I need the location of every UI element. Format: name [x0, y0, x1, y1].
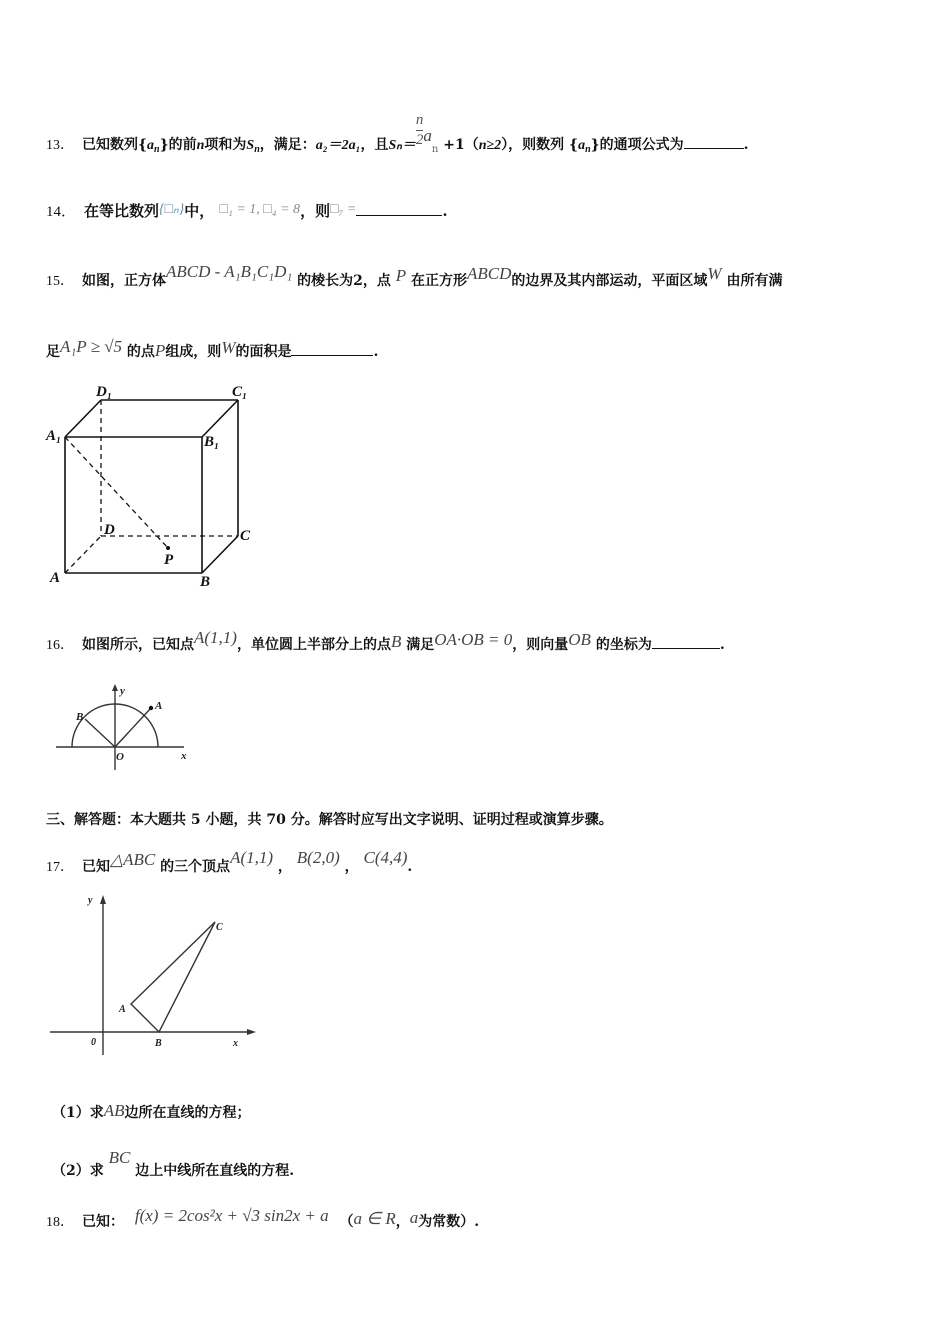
text: 的边界及其内部运动，平面区域: [511, 273, 708, 289]
text: 足: [46, 344, 60, 360]
text: 中，: [184, 202, 215, 220]
math-var: n: [196, 138, 205, 153]
text: （1）求: [52, 1105, 104, 1121]
math-condition: A₁P ≥ √5: [60, 337, 123, 356]
edge-a1-d1: [65, 400, 101, 437]
text: 的坐标为: [595, 637, 652, 653]
text: .: [719, 637, 725, 653]
question-18: [46, 1206, 479, 1231]
text: ，: [344, 859, 359, 875]
text: 已知数列{: [82, 137, 148, 153]
question-number: 14．: [46, 204, 77, 220]
label-b: B: [200, 574, 211, 590]
hidden-edge-a-d: [65, 536, 101, 573]
question-17-part-1: [52, 1101, 251, 1122]
label-d1: D₁: [96, 384, 113, 400]
math-var: P: [395, 266, 407, 285]
math-expr: □₇ =: [330, 202, 357, 217]
text: ，则向量: [512, 637, 569, 653]
label-y: y: [120, 685, 125, 697]
text: .: [407, 859, 413, 875]
fraction-numerator: n: [415, 111, 424, 128]
text: .: [373, 344, 379, 360]
text: 已知：: [82, 1214, 124, 1230]
text: }的前: [159, 137, 197, 153]
math-point: C(4,4): [363, 848, 408, 867]
question-number: 16．: [46, 638, 74, 653]
math-var: a: [409, 1208, 419, 1227]
math-condition: OA·OB = 0: [434, 630, 513, 649]
label-0: 0: [91, 1037, 96, 1048]
math-sub: n: [254, 144, 260, 155]
math-point: A(1,1): [194, 628, 237, 647]
text: .: [743, 137, 749, 153]
y-arrow: [112, 684, 118, 691]
text: ，: [277, 859, 292, 875]
text: ，则: [300, 202, 331, 220]
answer-blank[interactable]: [291, 355, 373, 356]
segment-ob: [85, 719, 115, 747]
label-c: C: [240, 528, 251, 544]
math-var: W: [221, 338, 236, 357]
label-x: x: [233, 1038, 238, 1049]
edge-b1-c1: [202, 400, 238, 437]
question-number: 18．: [46, 1215, 74, 1230]
label-b: B: [76, 711, 84, 723]
text: 已知: [82, 859, 110, 875]
math-condition: □₁ = 1, □₄ = 8: [219, 202, 301, 217]
text: 组成，则: [165, 344, 222, 360]
text: （2）求: [52, 1163, 104, 1179]
text: .: [442, 202, 448, 220]
math-condition: a ∈ R: [353, 1209, 396, 1228]
math-point: A(1,1): [230, 848, 274, 867]
text: 在等比数列: [84, 202, 160, 220]
math-var: a: [423, 126, 432, 145]
math-var: B: [390, 632, 402, 651]
math-function: f(x) = 2cos²x + √3 sin2x + a: [134, 1206, 329, 1225]
label-o: O: [116, 751, 124, 763]
math-expr: △ABC: [110, 850, 156, 869]
label-x: x: [181, 750, 187, 762]
text: ，且: [360, 137, 389, 153]
question-14: [46, 200, 448, 221]
point-a: [149, 706, 153, 710]
label-a1: A₁: [46, 428, 62, 444]
question-number: 15．: [46, 274, 74, 289]
math-vector: OB: [568, 630, 591, 649]
cube-figure: [40, 378, 270, 590]
text: ），则数列 {: [501, 137, 579, 153]
question-number: 17．: [46, 860, 74, 875]
y-arrow: [100, 895, 106, 904]
text: 满足: [406, 637, 435, 653]
triangle-abc: [131, 922, 215, 1032]
text: 如图，正方体: [82, 273, 166, 289]
text: +1（: [443, 137, 479, 153]
math-var: P: [154, 341, 166, 360]
math-expr: BC: [108, 1148, 131, 1167]
math-sub: n: [154, 144, 160, 155]
text: }的通项公式为: [590, 137, 684, 153]
text: （: [339, 1214, 354, 1230]
text: 的三个顶点: [160, 859, 231, 875]
question-15: [46, 262, 782, 290]
answer-blank[interactable]: [356, 215, 442, 216]
text: 项和为: [204, 137, 247, 153]
math-var: S: [246, 138, 255, 153]
math-expr: ABCD - A₁B₁C₁D₁: [166, 262, 293, 281]
text: 的点: [126, 344, 155, 360]
label-a: A: [50, 570, 61, 586]
label-d: D: [104, 522, 115, 538]
fraction-denominator: 2: [415, 131, 424, 148]
point-p: [166, 546, 170, 550]
math-point: B(2,0): [296, 848, 340, 867]
segment-oa: [115, 708, 151, 747]
triangle-figure: [44, 890, 264, 1060]
text: 为常数）.: [418, 1214, 480, 1230]
answer-blank[interactable]: [684, 148, 744, 149]
math-var: a: [147, 138, 155, 153]
math-var: a: [578, 138, 586, 153]
label-y: y: [88, 895, 93, 906]
text: 的面积是: [235, 344, 292, 360]
math-var: W: [707, 264, 722, 283]
label-p: P: [164, 552, 174, 568]
text: 边所在直线的方程；: [124, 1105, 251, 1121]
label-c1: C₁: [232, 384, 248, 400]
section-heading: 三、解答题：本大题共 5 小题，共 70 分。解答时应写出文字说明、证明过程或演算步骤。: [46, 812, 613, 828]
math-expr: {□ₙ}: [159, 202, 185, 217]
label-a: A: [155, 700, 163, 712]
text: 在正方形: [411, 273, 468, 289]
label-b: B: [155, 1038, 162, 1049]
label-b1: B₁: [204, 434, 220, 450]
text: 的棱长为2，点: [297, 273, 391, 289]
question-16: [46, 628, 725, 654]
edge-b-c: [202, 536, 238, 573]
math-condition: a₂＝2a₁: [315, 138, 361, 153]
answer-blank[interactable]: [652, 648, 720, 649]
label-c: C: [216, 922, 223, 933]
text: 边上中线所在直线的方程.: [135, 1163, 295, 1179]
text: 由所有满: [726, 273, 783, 289]
question-13: [46, 111, 749, 155]
text: ，满足：: [259, 137, 316, 153]
x-arrow: [247, 1029, 256, 1035]
question-15-continued: [46, 337, 378, 361]
text: ，单位圆上半部分上的点: [236, 637, 391, 653]
math-condition: n≥2: [478, 138, 502, 153]
text: 如图所示，已知点: [82, 637, 194, 653]
math-sub: n: [585, 144, 591, 155]
text: ，: [395, 1214, 410, 1230]
question-17: [46, 848, 412, 876]
unit-circle-figure: [50, 680, 200, 776]
math-expr: ABCD: [467, 264, 512, 283]
question-number: 13．: [46, 138, 74, 153]
segment-a1-p: [65, 437, 168, 548]
math-expr: AB: [103, 1101, 125, 1120]
question-17-part-2: [52, 1148, 294, 1180]
math-sub: n: [431, 144, 439, 155]
label-a: A: [119, 1004, 126, 1015]
math-expr: Sₙ＝: [388, 138, 416, 153]
